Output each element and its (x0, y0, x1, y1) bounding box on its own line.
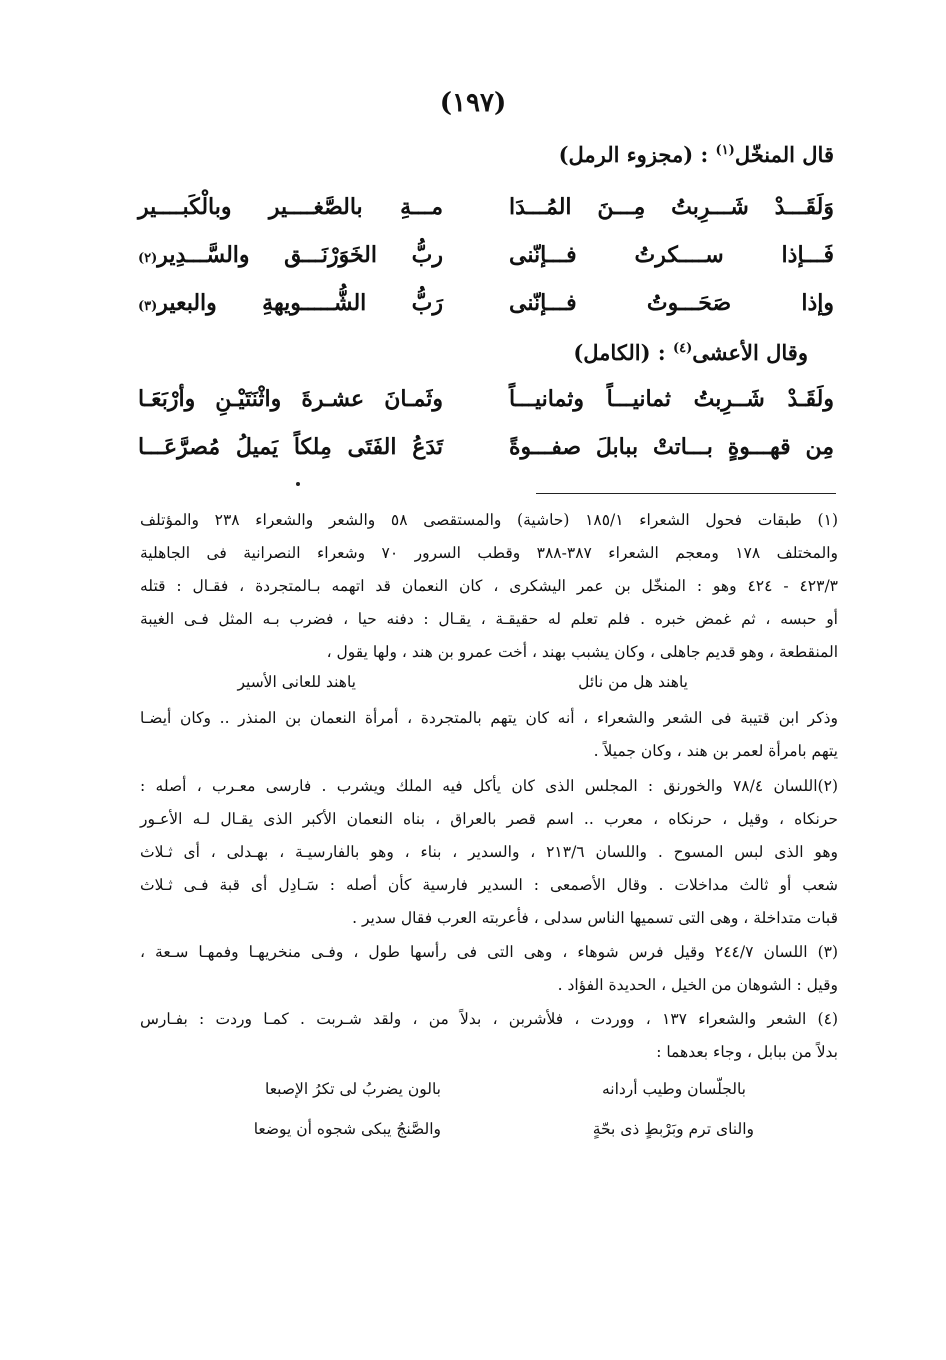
footnote-ref: (٢) (138, 251, 158, 266)
verse-ajuz (138, 290, 443, 316)
footnote-line: وذكر ابن قتيبة فى الشعر والشعراء ، أنه كان يتهم بالمتجردة ، أمرأة النعمان بن المنذر .. وكان أيضـا (140, 709, 838, 727)
ajuz-text: رَبُّ الشُّـــــويهةِ والبعير (157, 290, 443, 316)
footnote-line: المنقطعة ، وهو قديم جاهلى ، وكان يشبب بهند ، أخت عمرو بن هند ، ولها يقول ، (326, 643, 838, 661)
meter-label: : (الكامل) (573, 340, 666, 365)
footnote-verse-right: بالجلّسان وطيب أردانه (601, 1080, 746, 1098)
footnote-line: حرنكاه ، وقيل ، حرنكاه ، معرب .. اسم قصر بالعراق ، بناه النعمان الأكبر الذى يقـال لـه الأعـور (140, 810, 838, 828)
footnote-ref: (٤) (672, 341, 693, 356)
footnote-line: (٤) الشعر والشعراء ١٣٧ ، ووردت ، فلأشربن ، بدلاً من ، ولقد شـربت . كمـا وردت : بفـارس (140, 1010, 838, 1028)
verse-ajuz (138, 194, 443, 220)
verse-sadr: فَـــإذا ســــكرتُ فـــإنّنى (509, 242, 834, 268)
verse-ajuz (138, 434, 443, 460)
verse-sadr: ولَقَـدْ شَــرِبتُ ثمانيـــاً وثمانيـــاً (509, 386, 834, 412)
verse-ajuz (138, 386, 443, 412)
footnote-ref: (٣) (138, 299, 158, 314)
footnote-separator (536, 493, 836, 494)
poet-intro: قال المنخّل (734, 142, 834, 167)
footnote-line: وقيل : الشوهان من الخيل ، الحديدة الفؤاد . (557, 976, 838, 994)
footnote-line: ٤٢٣/٣ - ٤٢٤ وهو : المنخّل بن عمر اليشكرى ، كان النعمان قد اتهمه بـالمتجردة ، فقـال : قتله (140, 577, 839, 595)
footnote-verse-left: والصَّنجُ يبكى شجوه أن يوضعا (253, 1120, 441, 1138)
page-number: (١٩٧) (439, 88, 507, 118)
verse-ajuz (138, 242, 443, 268)
verse-sadr: وَلَقَـــدْ شَـــرِبتُ مِـــنَ المُـــدَا (509, 194, 834, 220)
footnote-line: بدلاً من ببابل ، وجاء بعدهما : (656, 1043, 838, 1061)
footnote-line: (٣) اللسان ٢٤٤/٧ وقيل فرس شوهاء ، وهى التى فى رأسها طول ، وفـى منخريهـا وفمهـا سـعة ، (140, 943, 839, 961)
footnote-verse-right: والناى ترم وبَرْبطٍ ذى بحّةٍ (592, 1120, 754, 1138)
section-heading (573, 340, 808, 365)
ajuz-text: ربُّ الخَوَرْنَـــق والسَّـــدِير (157, 242, 443, 268)
footnote-verse-left: ياهند للعانى الأسير (237, 673, 356, 691)
footnote-ref: (١) (715, 143, 735, 158)
verse-sadr: مِن قهـــوةٍ بـــاتتْ ببابلَ صفـــوةً (509, 434, 834, 460)
footnote-line: قبات متداخلة ، وهى التى تسميها الناس سدلى ، فأعربته العرب فقال سدير . (352, 909, 838, 927)
meter-label: : (مجزوء الرمل) (558, 142, 709, 167)
ajuz-text: وثَمـانَ عشـرةَ واثْنَتَيْـنِ وأرْبَعَـا (138, 386, 443, 412)
footnote-line: والمختلف ١٧٨ ومعجم الشعراء ٣٨٧-٣٨٨ وقطب السرور ٧٠ وشعراء النصرانية فى الجاهلية (140, 544, 838, 562)
ajuz-text: مـــةِ بالصَّغــــير وبالْكَبــــير (138, 194, 443, 220)
footnote-verse-right: ياهند هل من نائل (578, 673, 688, 691)
footnote-line: (١) طبقات فحول الشعراء ١٨٥/١ (حاشية) والمستقصى ٥٨ والشعر والشعراء ٢٣٨ والمؤتلف (140, 511, 838, 529)
footnote-line: وهو الذى لبس المسوح . واللسان ٢١٣/٦ ، والسدير ، بناء ، وهو بالفارسيـة ، بهـدلى ، أى ثـلاث (140, 843, 838, 861)
stray-dot (296, 482, 300, 486)
footnote-line: أو حبسه ، ثم غمض خبره . فلم تعلم له حقيقـة ، يقـال : دفنه حيا ، فضرب بـه المثل فـى الغيبة (140, 610, 838, 628)
footnote-line: (٢)اللسان ٧٨/٤ والخورنق : المجلس الذى كان يأكل فيه الملك ويشرب . فارسى معـرب ، أصله : (140, 777, 838, 795)
verse-sadr: وإذا صَحَـــوتُ فـــإنّنى (509, 290, 834, 316)
section-heading (559, 142, 834, 167)
footnote-line: يتهم بامرأة لعمر بن هند ، وكان جميلاً . (593, 742, 838, 760)
footnote-line: شعب أو ثالث مداخلات . وقال الأصمعى : السدير فارسية كأن أصله : سَـادِل أى قبة فـى ثـلاث (140, 876, 838, 894)
footnote-verse-left: بالون يضربُ لى تكرُ الإصبعا (264, 1080, 441, 1098)
poet-intro: وقال الأعشى (692, 340, 808, 365)
ajuz-text: تَدَعُ الفَتَى مِلكاً يَميلُ مُصرَّعَـــا (138, 434, 443, 460)
